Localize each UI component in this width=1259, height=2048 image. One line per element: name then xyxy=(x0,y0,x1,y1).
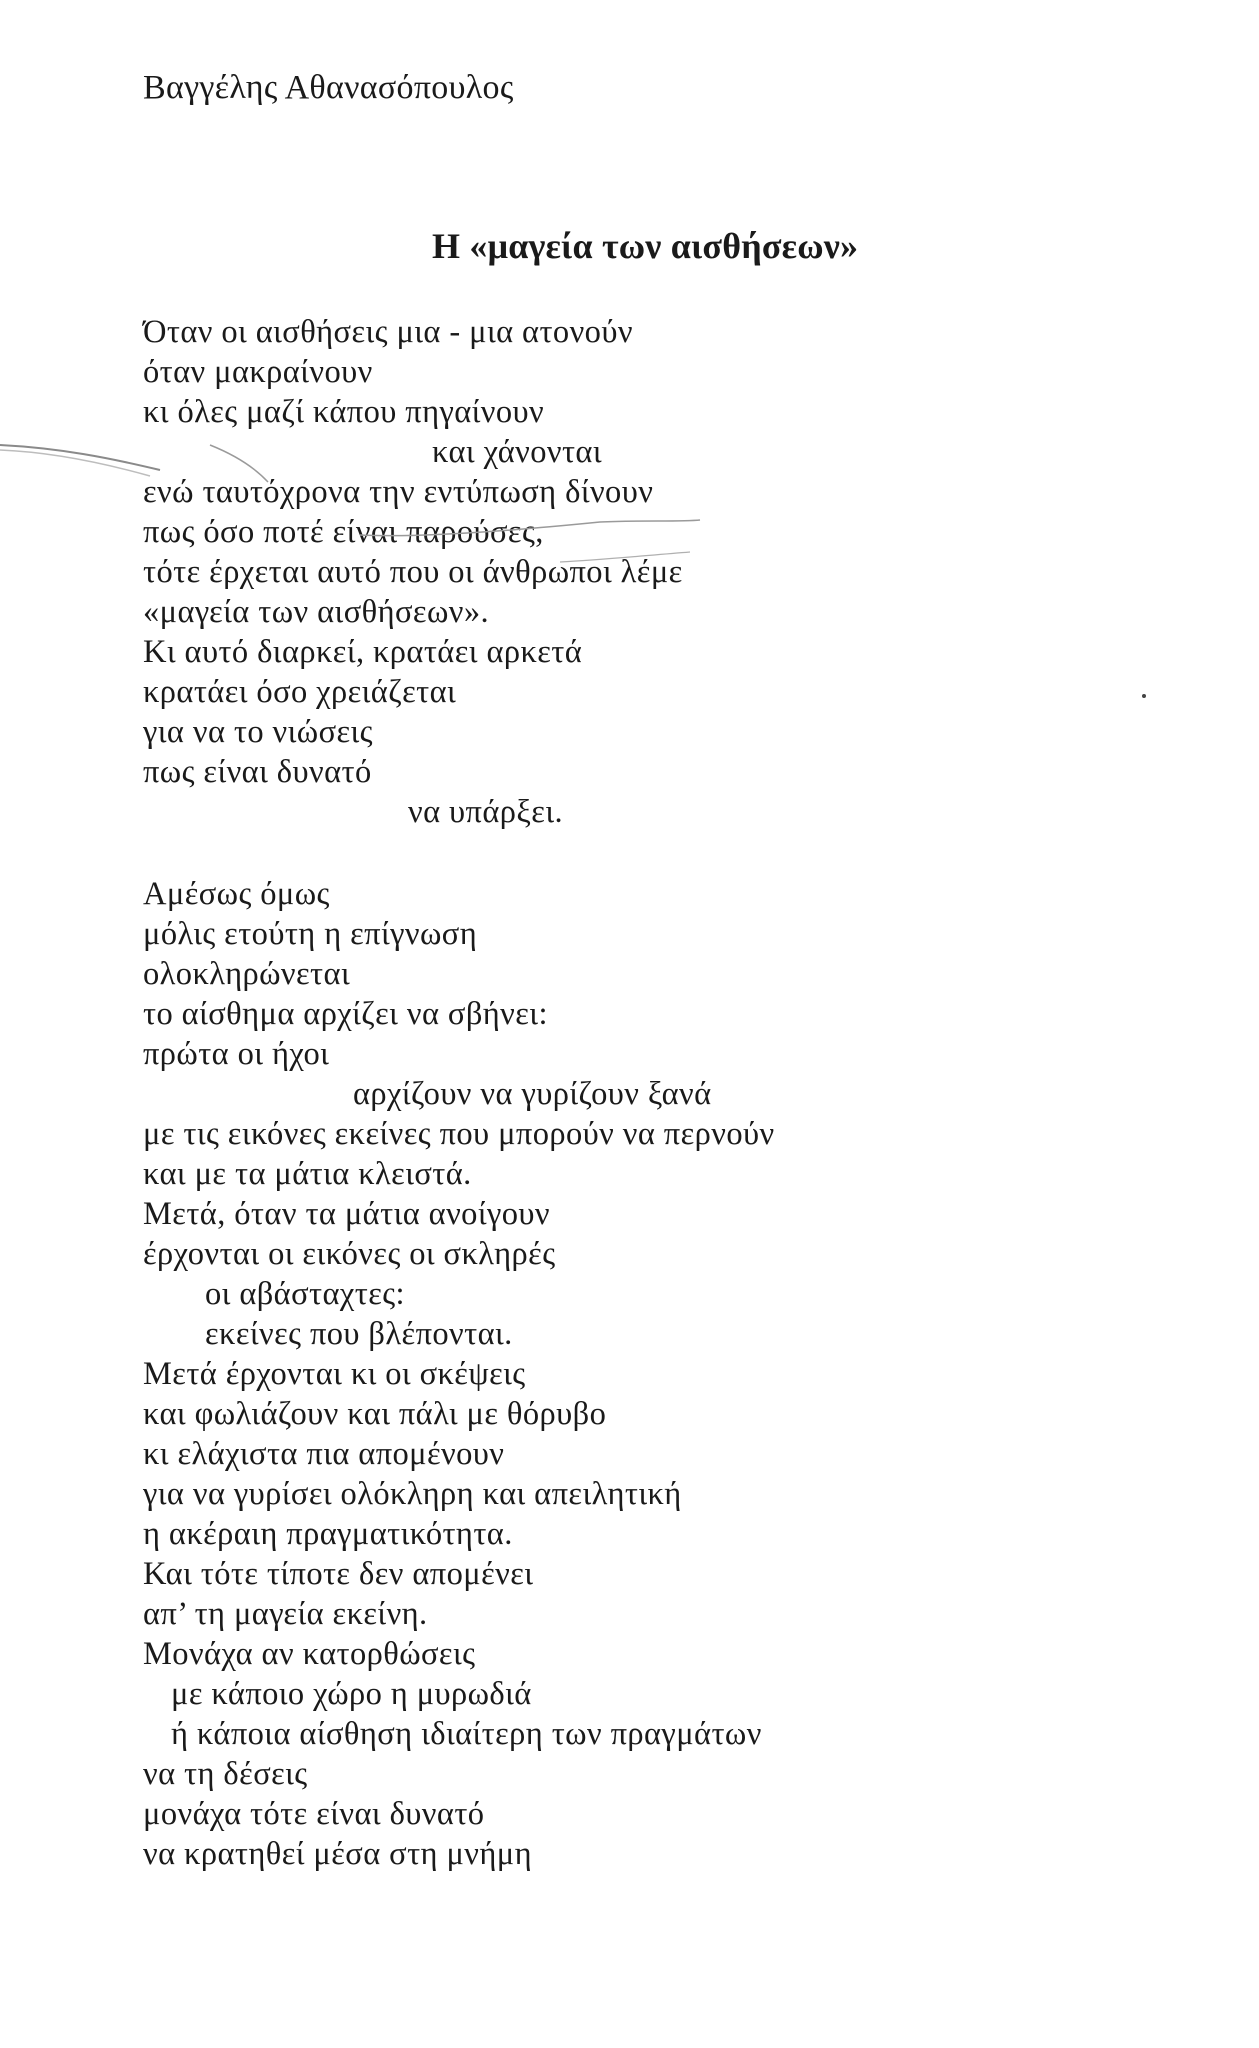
poem-line: απ’ τη μαγεία εκείνη. xyxy=(143,1596,428,1632)
poem-line: αρχίζουν να γυρίζουν ξανά xyxy=(353,1076,712,1112)
author-name: Βαγγέλης Αθανασόπουλος xyxy=(143,69,514,106)
poem-line: Μονάχα αν κατορθώσεις xyxy=(143,1636,476,1672)
poem-line: Και τότε τίποτε δεν απομένει xyxy=(143,1556,534,1592)
poem-line: οι αβάσταχτες: xyxy=(205,1276,405,1312)
poem-line: μόλις ετούτη η επίγνωση xyxy=(143,916,478,952)
poem-line: η ακέραιη πραγματικότητα. xyxy=(143,1516,513,1552)
poem-line: και με τα μάτια κλειστά. xyxy=(143,1156,472,1192)
poem-line: πως είναι δυνατό xyxy=(143,754,372,790)
poem-line: να κρατηθεί μέσα στη μνήμη xyxy=(143,1836,532,1872)
poem-line: Κι αυτό διαρκεί, κρατάει αρκετά xyxy=(143,634,583,670)
poem-line: έρχονται οι εικόνες οι σκληρές xyxy=(143,1236,556,1272)
poem-line: κι όλες μαζί κάπου πηγαίνουν xyxy=(143,394,545,430)
poem-line: κρατάει όσο χρειάζεται xyxy=(143,674,457,710)
speck xyxy=(1142,694,1146,698)
poem-line: και χάνονται xyxy=(432,434,602,470)
poem-line: ή κάποια αίσθηση ιδιαίτερη των πραγμάτων xyxy=(171,1716,762,1752)
poem-line: πρώτα οι ήχοι xyxy=(143,1036,330,1072)
poem-line: ολοκληρώνεται xyxy=(143,956,351,992)
poem-line: Αμέσως όμως xyxy=(143,876,330,912)
poem-line: όταν μακραίνουν xyxy=(143,354,373,390)
poem-line: Μετά έρχονται κι οι σκέψεις xyxy=(143,1356,526,1392)
poem-line: και φωλιάζουν και πάλι με θόρυβο xyxy=(143,1396,607,1432)
poem-line: εκείνες που βλέπονται. xyxy=(205,1316,513,1352)
poem-line: κι ελάχιστα πια απομένουν xyxy=(143,1436,505,1472)
poem-line: τότε έρχεται αυτό που οι άνθρωποι λέμε xyxy=(143,554,683,590)
poem-line: με τις εικόνες εκείνες που μπορούν να περνούν xyxy=(143,1116,775,1152)
poem-line: Μετά, όταν τα μάτια ανοίγουν xyxy=(143,1196,550,1232)
poem-line: το αίσθημα αρχίζει να σβήνει: xyxy=(143,996,548,1032)
poem-line: «μαγεία των αισθήσεων». xyxy=(143,594,490,630)
poem-line: για να γυρίσει ολόκληρη και απειλητική xyxy=(143,1476,682,1512)
poem-line: με κάποιο χώρο η μυρωδιά xyxy=(171,1676,532,1712)
poem-title: Η «μαγεία των αισθήσεων» xyxy=(432,226,859,266)
poem-line: Όταν οι αισθήσεις μια - μια ατονούν xyxy=(143,314,633,350)
poem-line: για να το νιώσεις xyxy=(143,714,373,750)
poem-line: πως όσο ποτέ είναι παρούσες, xyxy=(143,514,544,550)
poem-line: μονάχα τότε είναι δυνατό xyxy=(143,1796,485,1832)
poem-line: ενώ ταυτόχρονα την εντύπωση δίνουν xyxy=(143,474,654,510)
poem-line: να τη δέσεις xyxy=(143,1756,308,1792)
poem-line: να υπάρξει. xyxy=(408,794,563,830)
